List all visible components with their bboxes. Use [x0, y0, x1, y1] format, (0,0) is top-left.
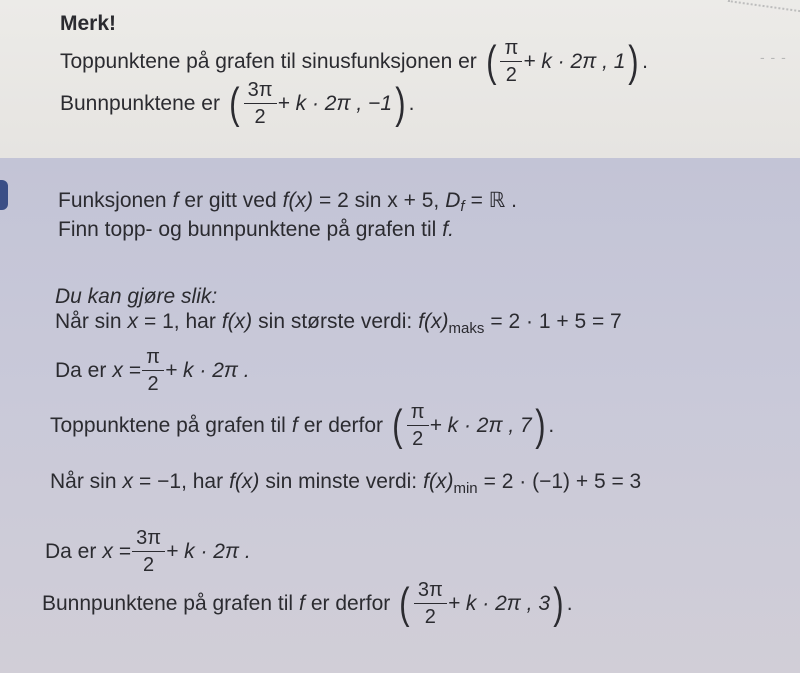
- numerator: π: [504, 37, 519, 59]
- text: Når sin: [55, 310, 122, 333]
- expr: + k · 2π , 7: [429, 413, 532, 437]
- text: = −1, har: [139, 470, 224, 493]
- text: er derfor: [303, 413, 384, 437]
- paren-open: (: [392, 400, 403, 450]
- min-line: [50, 470, 642, 497]
- numerator: π: [146, 346, 160, 368]
- fraction: [502, 38, 520, 85]
- numerator: π: [410, 401, 425, 423]
- panel-tab-marker: [0, 180, 8, 210]
- text: f(x): [418, 310, 449, 333]
- fraction: [409, 402, 427, 449]
- text: =: [128, 358, 142, 382]
- text: f(x): [282, 188, 313, 212]
- da-line-2: [45, 528, 251, 575]
- text: =: [118, 539, 132, 563]
- text: Bunnpunktene på grafen til: [42, 591, 294, 615]
- text: f(x): [423, 470, 454, 493]
- expr: + k · 2π .: [164, 358, 250, 382]
- paren-open: (: [399, 578, 410, 628]
- text: x: [122, 470, 134, 493]
- paren-close: ): [628, 36, 639, 86]
- expr: + k · 2π , 1: [523, 49, 626, 73]
- da-line-1: [55, 347, 250, 394]
- text: Da er: [55, 358, 107, 382]
- task-line-1: [58, 188, 517, 213]
- subscript: min: [453, 479, 478, 497]
- numerator: 3π: [247, 79, 273, 101]
- text: = ℝ .: [470, 189, 517, 212]
- task-line-2: [58, 218, 454, 242]
- note-line-1: Toppunktene på grafen til sinusfunksjonen er ( $\frac{\pi}{2}$ + k · 2π , 1 ) .: [60, 36, 648, 86]
- text: Finn topp- og bunnpunktene på grafen til: [58, 218, 437, 241]
- text: Når sin: [50, 470, 117, 493]
- text: = 2 · 1 + 5 = 7: [490, 310, 622, 333]
- text: er derfor: [310, 591, 391, 615]
- text: sin største verdi:: [258, 310, 413, 333]
- text: f: [299, 591, 305, 615]
- note-text: Bunnpunktene er: [60, 91, 220, 115]
- bottom-points-line: Bunnpunktene på grafen til f er derfor ( $\frac{3\pi}{2}$ + k · 2π , 3 ) .: [42, 578, 573, 628]
- text: f: [172, 188, 179, 212]
- paren-close: ): [553, 578, 564, 628]
- text: x: [127, 310, 139, 333]
- paren-open: (: [229, 78, 240, 128]
- text: = 2 sin x + 5,: [318, 188, 440, 212]
- top-points-line: Toppunktene på grafen til f er derfor ( $\frac{\pi}{2}$ + k · 2π , 7 ) .: [50, 400, 555, 450]
- text: sin minste verdi:: [265, 470, 418, 493]
- expr: + k · 2π , 3: [447, 591, 551, 615]
- solution-intro: Du kan gjøre slik:: [55, 285, 218, 308]
- expr: + k · 2π .: [166, 539, 251, 563]
- text: x: [102, 539, 113, 563]
- note-line-2: Bunnpunktene er ( $\frac{3\pi}{2}$ + k · 2π , −1 ) .: [60, 78, 415, 128]
- denominator: 2: [244, 103, 277, 127]
- text: x: [112, 358, 123, 382]
- text: f(x): [221, 310, 253, 333]
- text: f: [291, 413, 298, 437]
- subscript: f: [460, 198, 465, 215]
- note-text: Toppunktene på grafen til sinusfunksjonen er: [60, 49, 477, 73]
- text: = 2 · (−1) + 5 = 3: [483, 470, 642, 493]
- denominator: 2: [132, 551, 165, 575]
- paren-open: (: [485, 36, 497, 86]
- paren-close: ): [395, 78, 406, 128]
- numerator: 3π: [136, 527, 162, 549]
- note-heading: Merk!: [60, 12, 117, 35]
- text: Toppunktene på grafen til: [50, 413, 286, 437]
- denominator: 2: [142, 370, 164, 394]
- text: f.: [442, 218, 454, 241]
- fraction: [134, 528, 163, 575]
- text: f(x): [229, 470, 260, 493]
- denominator: 2: [500, 61, 522, 85]
- text: Da er: [45, 539, 97, 563]
- expr: + k · 2π , −1: [277, 91, 393, 115]
- denominator: 2: [407, 425, 429, 449]
- text: Funksjonen: [58, 188, 167, 212]
- denominator: 2: [414, 603, 447, 627]
- fraction: [144, 347, 162, 394]
- paren-close: ): [534, 400, 546, 450]
- fraction: [246, 80, 275, 127]
- fraction: [416, 580, 445, 627]
- subscript: maks: [448, 319, 485, 337]
- text: = 1, har: [144, 310, 216, 333]
- numerator: 3π: [417, 579, 443, 601]
- decorative-dashes: - - -: [760, 49, 787, 65]
- text: D: [445, 188, 461, 212]
- text: er gitt ved: [184, 188, 277, 212]
- max-line: [55, 310, 622, 337]
